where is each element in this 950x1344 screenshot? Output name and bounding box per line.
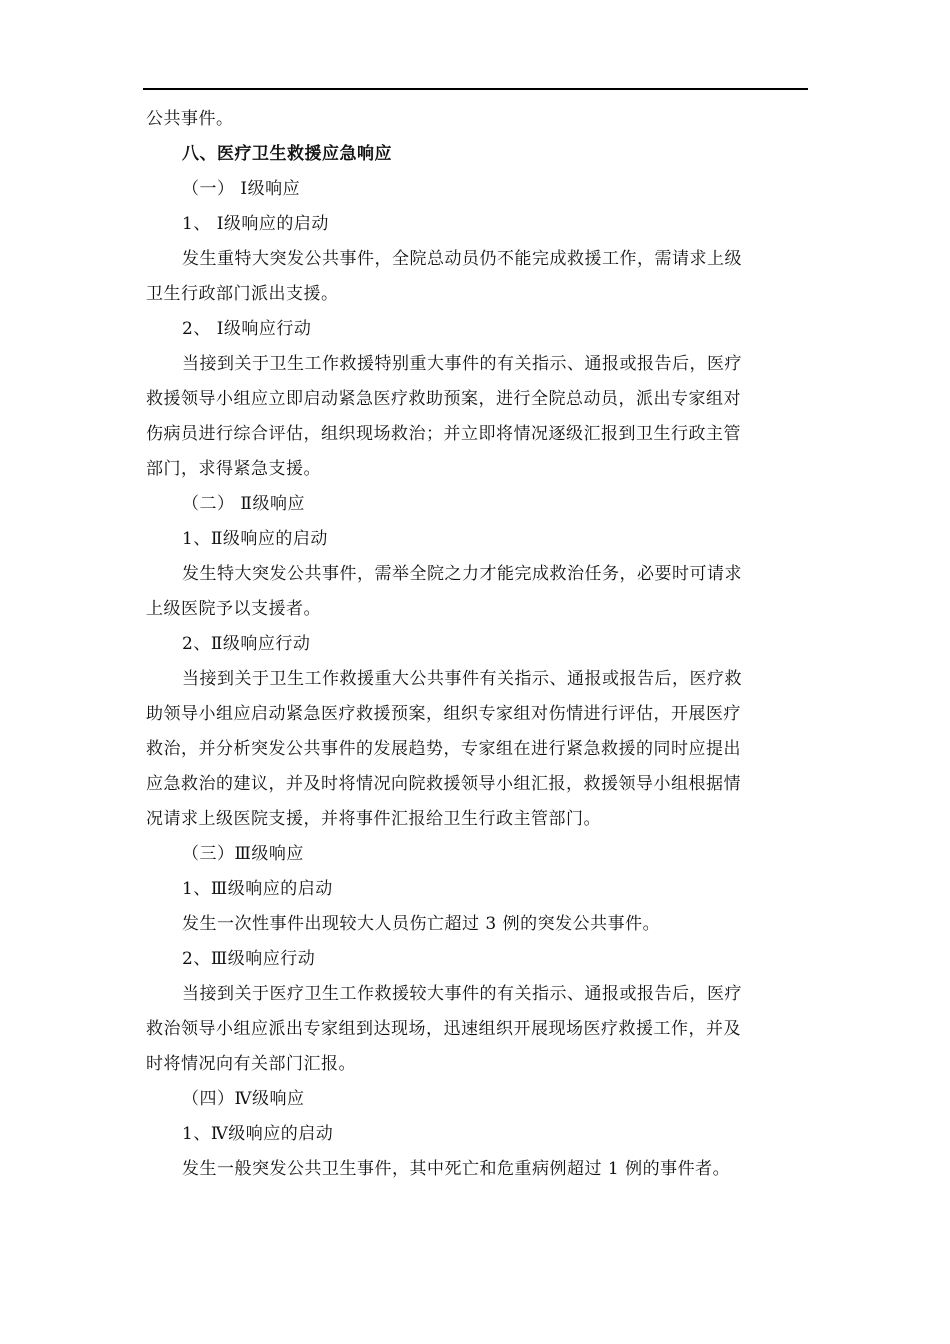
paragraph-line: 发生一般突发公共卫生事件，其中死亡和危重病例超过 1 例的事件者。 bbox=[182, 1159, 731, 1179]
paragraph-line: 救援领导小组应立即启动紧急医疗救助预案，进行全院总动员，派出专家组对 bbox=[146, 389, 741, 409]
paragraph-line: 发生一次性事件出现较大人员伤亡超过 3 例的突发公共事件。 bbox=[182, 914, 661, 934]
item-heading: 1、Ⅱ级响应的启动 bbox=[182, 529, 328, 549]
text-line: 公共事件。 bbox=[146, 109, 234, 129]
item-heading: 2、Ⅲ级响应行动 bbox=[182, 949, 316, 969]
item-heading: 1、Ⅳ级响应的启动 bbox=[182, 1124, 334, 1144]
paragraph-line: 时将情况向有关部门汇报。 bbox=[146, 1054, 356, 1074]
paragraph-line: 况请求上级医院支援，并将事件汇报给卫生行政主管部门。 bbox=[146, 809, 601, 829]
item-heading: 1、Ⅲ级响应的启动 bbox=[182, 879, 333, 899]
item-heading: 2、 Ⅰ级响应行动 bbox=[182, 319, 312, 339]
paragraph-line: 当接到关于卫生工作救援重大公共事件有关指示、通报或报告后，医疗救 bbox=[182, 669, 742, 689]
section-heading: 八、医疗卫生救援应急响应 bbox=[182, 144, 392, 164]
subsection-heading: （四）Ⅳ级响应 bbox=[182, 1089, 305, 1109]
paragraph-line: 伤病员进行综合评估，组织现场救治；并立即将情况逐级汇报到卫生行政主管 bbox=[146, 424, 741, 444]
header-rule bbox=[143, 88, 808, 90]
paragraph-line: 上级医院予以支援者。 bbox=[146, 599, 321, 619]
subsection-heading: （三）Ⅲ级响应 bbox=[182, 844, 304, 864]
item-heading: 2、Ⅱ级响应行动 bbox=[182, 634, 311, 654]
document-body bbox=[146, 102, 796, 1187]
paragraph-line: 救治领导小组应派出专家组到达现场，迅速组织开展现场医疗救援工作，并及 bbox=[146, 1019, 741, 1039]
paragraph-line: 助领导小组应启动紧急医疗救援预案，组织专家组对伤情进行评估，开展医疗 bbox=[146, 704, 741, 724]
paragraph-line: 应急救治的建议，并及时将情况向院救援领导小组汇报，救援领导小组根据情 bbox=[146, 774, 741, 794]
paragraph-line: 部门，求得紧急支援。 bbox=[146, 459, 321, 479]
subsection-heading: （一） Ⅰ级响应 bbox=[182, 179, 301, 199]
paragraph-line: 发生重特大突发公共事件，全院总动员仍不能完成救援工作，需请求上级 bbox=[182, 249, 742, 269]
paragraph-line: 当接到关于卫生工作救援特别重大事件的有关指示、通报或报告后，医疗 bbox=[182, 354, 742, 374]
paragraph-line: 发生特大突发公共事件，需举全院之力才能完成救治任务，必要时可请求 bbox=[182, 564, 742, 584]
paragraph-line: 救治，并分析突发公共事件的发展趋势，专家组在进行紧急救援的同时应提出 bbox=[146, 739, 741, 759]
item-heading: 1、 Ⅰ级响应的启动 bbox=[182, 214, 329, 234]
paragraph-line: 当接到关于医疗卫生工作救援较大事件的有关指示、通报或报告后，医疗 bbox=[182, 984, 742, 1004]
subsection-heading: （二） Ⅱ级响应 bbox=[182, 494, 305, 514]
paragraph-line: 卫生行政部门派出支援。 bbox=[146, 284, 339, 304]
